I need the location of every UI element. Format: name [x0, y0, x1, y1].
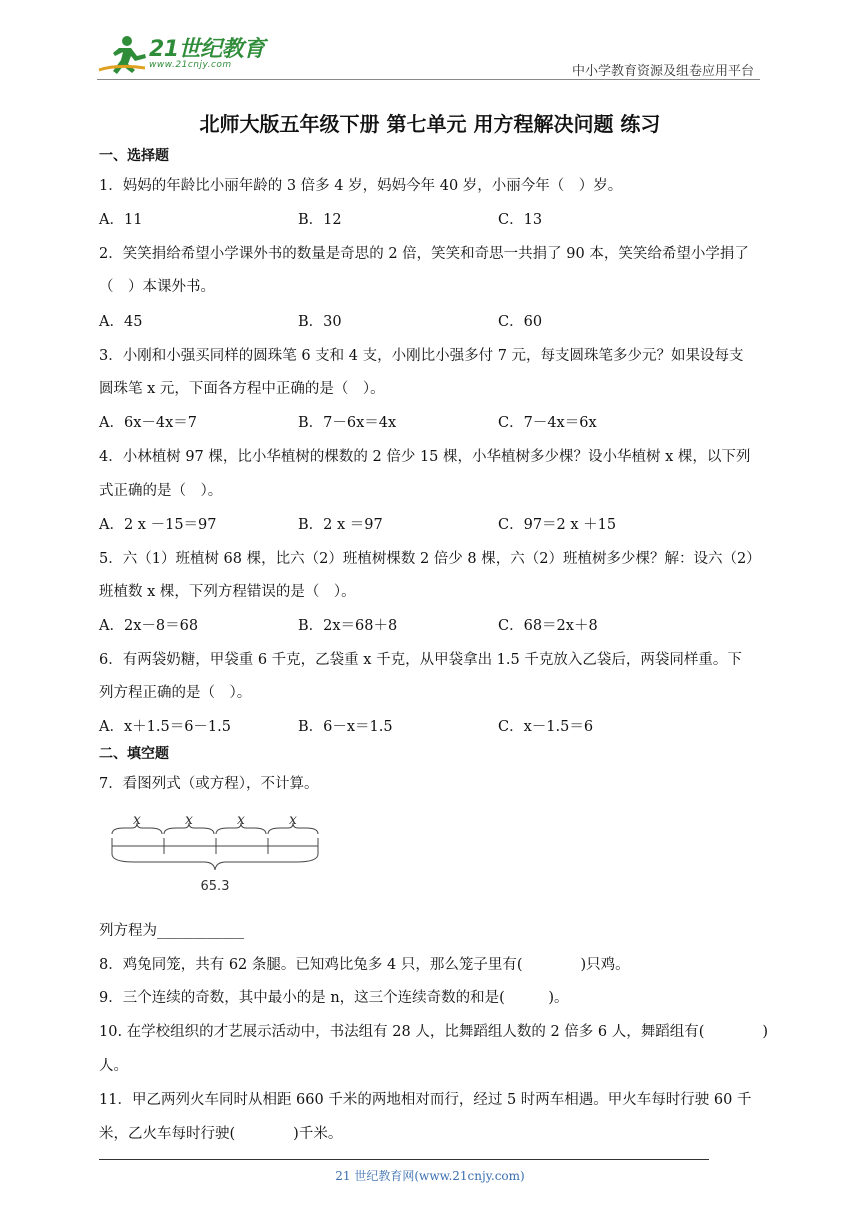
page-header: [97, 30, 760, 80]
footer-link[interactable]: 21 世纪教育网(www.21cnjy.com): [335, 1169, 525, 1183]
q5-option-a: A．2x－8＝68: [99, 618, 199, 634]
logo-url: www.21cnjy.com: [149, 60, 232, 70]
question-6-line-1: 6．有两袋奶糖，甲袋重 6 千克，乙袋重 x 千克，从甲袋拿出 1.5 千克放入乙袋后，两袋同样重。下: [99, 652, 742, 668]
q6-option-c: C．x－1.5＝6: [498, 719, 594, 735]
question-1: 1．妈妈的年龄比小丽年龄的 3 倍多 4 岁，妈妈今年 40 岁，小丽今年（ ）岁。: [99, 178, 623, 194]
section-choice: 一、选择题: [99, 148, 169, 164]
question-4-line-1: 4．小林植树 97 棵，比小华植树的棵数的 2 倍少 15 棵，小华植树多少棵？设小华植树 x 棵，以下列: [99, 449, 751, 465]
diagram-x-label-2: x: [185, 812, 193, 828]
diagram-total-label: 65.3: [200, 879, 230, 894]
question-8: 8．鸡兔同笼，共有 62 条腿。已知鸡比兔多 4 只，那么笼子里有( )只鸡。: [99, 957, 630, 973]
q5-option-c: C．68＝2x＋8: [498, 618, 598, 634]
q4-option-b: B．2 x ＝97: [298, 517, 383, 533]
question-6-line-2: 列方程正确的是（ ）。: [99, 685, 252, 701]
q5-option-b: B．2x＝68＋8: [298, 618, 398, 634]
q2-option-c: C．60: [498, 314, 543, 330]
footer-divider: [99, 1159, 709, 1160]
q2-option-a: A．45: [99, 314, 143, 330]
q4-option-a: A．2 x －15＝97: [99, 517, 217, 533]
question-7-answer: 列方程为____________: [99, 923, 244, 939]
q4-option-c: C．97＝2 x ＋15: [498, 517, 617, 533]
q6-option-b: B．6－x＝1.5: [298, 719, 393, 735]
diagram-x-label-4: x: [289, 812, 297, 828]
question-10-line-1: 10. 在学校组织的才艺展示活动中，书法组有 28 人，比舞蹈组人数的 2 倍多 6 人，舞蹈组有( ): [99, 1024, 769, 1040]
question-2-line-2: （ ）本课外书。: [99, 279, 215, 295]
q3-option-b: B．7－6x＝4x: [298, 415, 397, 431]
q1-option-c: C．13: [498, 212, 543, 228]
question-3-line-1: 3．小刚和小强买同样的圆珠笔 6 支和 4 支，小刚比小强多付 7 元，每支圆珠笔多少元？如果设每支: [99, 348, 744, 364]
q1-option-a: A．11: [99, 212, 143, 228]
diagram-x-label-3: x: [237, 812, 245, 828]
question-10-line-2: 人。: [99, 1058, 128, 1074]
page-title: 北师大版五年级下册 第七单元 用方程解决问题 练习: [199, 112, 661, 136]
question-2-line-1: 2．笑笑捐给希望小学课外书的数量是奇思的 2 倍，笑笑和奇思一共捐了 90 本，笑笑给希望小学捐了: [99, 246, 749, 262]
question-4-line-2: 式正确的是（ ）。: [99, 483, 223, 499]
q2-option-b: B．30: [298, 314, 342, 330]
logo-text: 21世纪教育: [149, 37, 265, 62]
header-divider: [97, 79, 760, 80]
question-3-line-2: 圆珠笔 x 元，下面各方程中正确的是（ ）。: [99, 381, 385, 397]
question-5-line-2: 班植数 x 棵，下列方程错误的是（ ）。: [99, 584, 356, 600]
question-11-line-1: 11．甲乙两列火车同时从相距 660 千米的两地相对而行，经过 5 时两车相遇。甲火车每时行驶 60 千: [99, 1092, 752, 1108]
platform-label: 中小学教育资源及组卷应用平台: [571, 64, 754, 79]
diagram-x-label-1: x: [133, 812, 141, 828]
question-7: 7．看图列式（或方程），不计算。: [99, 776, 319, 792]
question-11-line-2: 米，乙火车每时行驶( )千米。: [99, 1126, 343, 1142]
q1-option-b: B．12: [298, 212, 342, 228]
segment-diagram: [104, 812, 324, 898]
question-9: 9．三个连续的奇数，其中最小的是 n，这三个连续奇数的和是( )。: [99, 990, 569, 1006]
q3-option-c: C．7－4x＝6x: [498, 415, 597, 431]
section-fill: 二、填空题: [99, 746, 169, 762]
question-5-line-1: 5．六（1）班植树 68 棵，比六（2）班植树棵数 2 倍少 8 棵，六（2）班植树多少棵？解：设六（2）: [99, 551, 761, 567]
q3-option-a: A．6x－4x＝7: [99, 415, 198, 431]
q6-option-a: A．x＋1.5＝6－1.5: [99, 719, 231, 735]
